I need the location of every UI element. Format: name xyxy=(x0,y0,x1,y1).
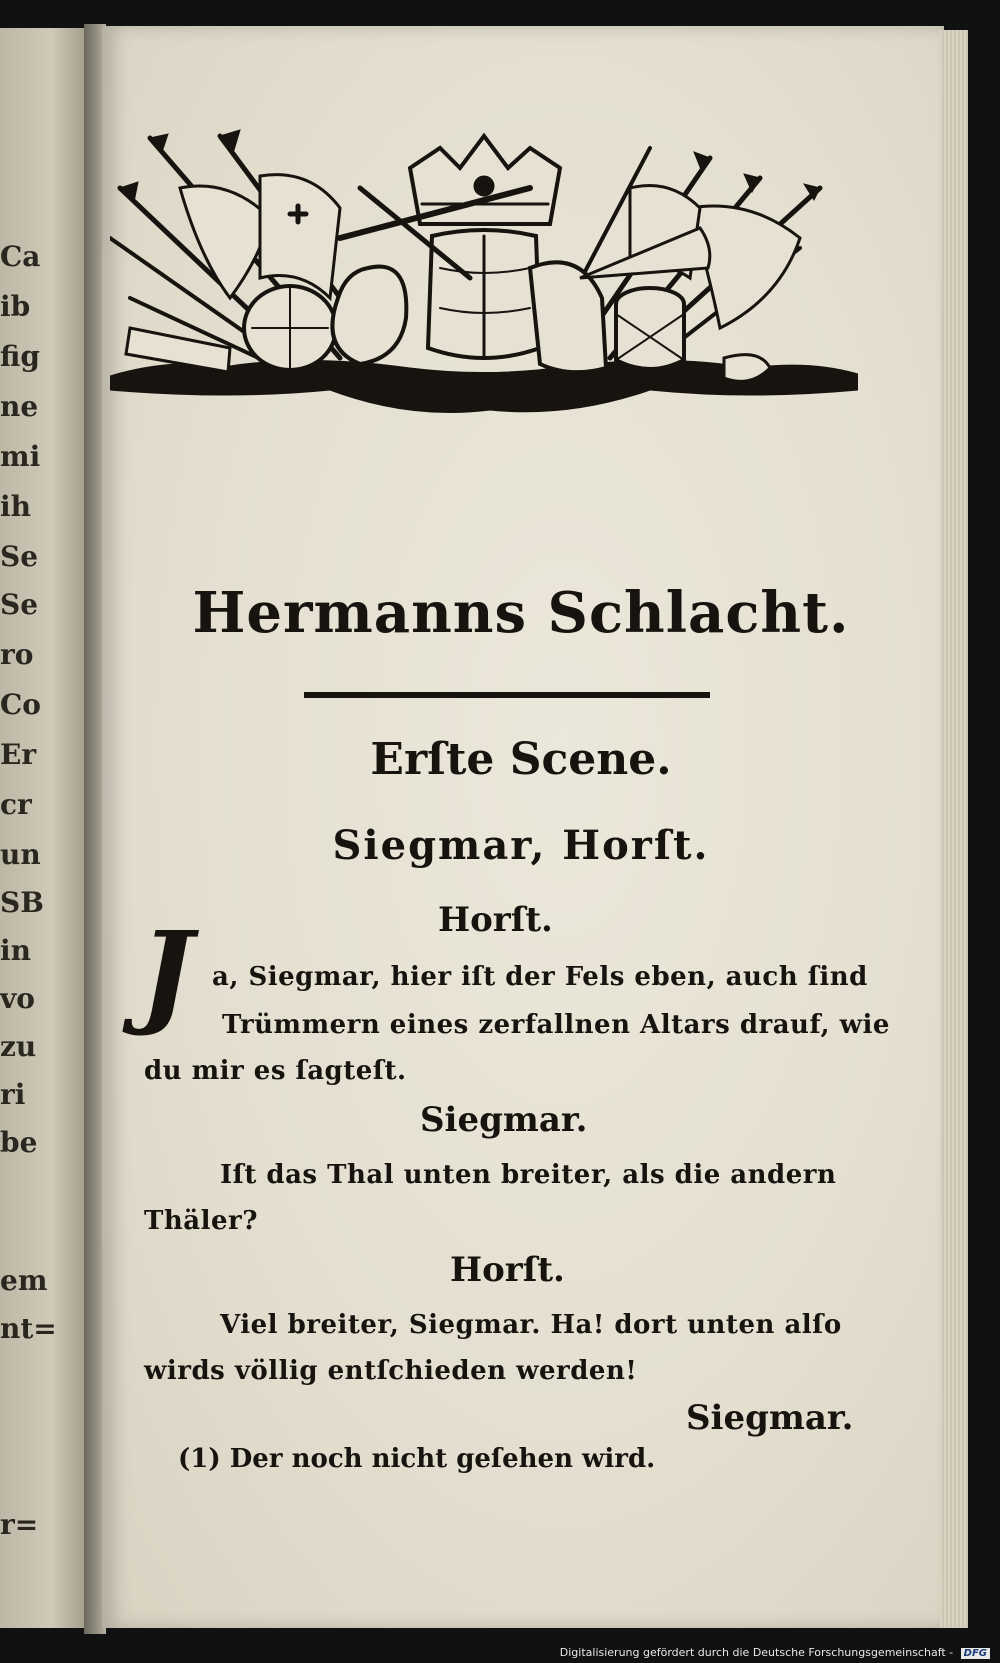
digitization-credit xyxy=(560,1646,990,1659)
dialogue-line: Trümmern eines zerfallnen Altars drauf, wie xyxy=(222,1010,890,1040)
left-page-text: cr xyxy=(0,788,32,821)
character-list: Siegmar, Horſt. xyxy=(332,822,710,869)
left-page-text: ro xyxy=(0,638,34,671)
drop-cap: J xyxy=(140,908,193,1039)
left-page-text: Co xyxy=(0,688,41,721)
dialogue-line: Viel breiter, Siegmar. Ha! dort unten alſo xyxy=(220,1310,842,1340)
left-page-text: Er xyxy=(0,738,37,771)
left-page-text: in xyxy=(0,934,31,967)
left-page-text: em xyxy=(0,1264,48,1297)
left-page-text: r= xyxy=(0,1508,39,1541)
catchword-speaker: Siegmar. xyxy=(686,1398,854,1438)
footnote: (1) Der noch nicht geſehen wird. xyxy=(178,1444,656,1474)
left-page-text: ib xyxy=(0,290,31,323)
left-page-text: un xyxy=(0,838,41,871)
dialogue-line: du mir es ſagteſt. xyxy=(144,1056,407,1086)
left-page-fragment xyxy=(0,28,86,1628)
page-edges xyxy=(940,30,968,1628)
left-page-text: zu xyxy=(0,1030,37,1063)
left-page-text: nt= xyxy=(0,1312,57,1345)
speaker-label: Siegmar. xyxy=(420,1100,588,1140)
left-page-text: fig xyxy=(0,340,40,373)
speaker-label: Horſt. xyxy=(450,1250,565,1290)
dfg-logo-icon: DFG xyxy=(961,1648,990,1659)
dialogue-line: a, Siegmar, hier iſt der Fels eben, auch ſind xyxy=(212,962,868,992)
left-page-text: ri xyxy=(0,1078,26,1111)
speaker-label: Horſt. xyxy=(438,900,553,940)
left-page-text: SB xyxy=(0,886,44,919)
left-page-text: ih xyxy=(0,490,31,523)
dialogue-line: wirds völlig entſchieden werden! xyxy=(144,1356,638,1386)
trophy-of-arms-woodcut-icon xyxy=(110,128,858,450)
dialogue-line: Thäler? xyxy=(144,1206,258,1236)
title-divider xyxy=(304,692,710,698)
left-page-text: ne xyxy=(0,390,39,423)
main-title: Hermanns Schlacht. xyxy=(192,580,850,646)
dialogue-line: Iſt das Thal unten breiter, als die andern xyxy=(220,1160,837,1190)
left-page-text: Se xyxy=(0,588,39,621)
left-page-text: Ca xyxy=(0,240,41,273)
credit-text: Digitalisierung gefördert durch die Deutsche Forschungsgemeinschaft - xyxy=(559,1646,954,1659)
left-page-text: vo xyxy=(0,982,35,1015)
left-page-text: mi xyxy=(0,440,41,473)
left-page-text: Se xyxy=(0,540,39,573)
left-page-text: be xyxy=(0,1126,38,1159)
scene-heading: Erſte Scene. xyxy=(370,734,672,785)
